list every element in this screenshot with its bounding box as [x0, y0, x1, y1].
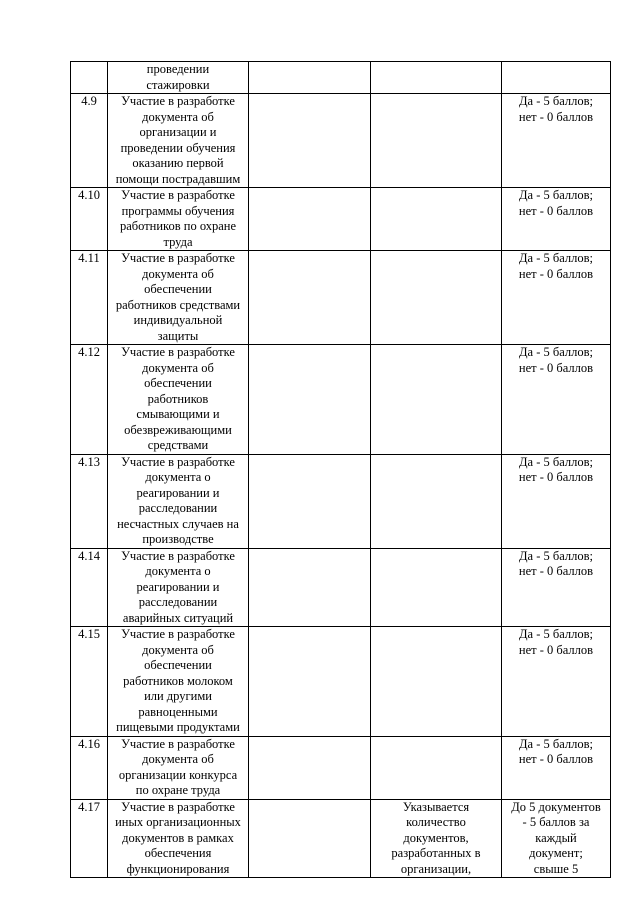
score-cell: Да - 5 баллов; нет - 0 баллов	[502, 94, 611, 188]
column-4-cell	[371, 454, 502, 548]
criterion-name-cell: Участие в разработке иных организационных документов в рамках обеспечения функционирования	[108, 799, 249, 878]
table-row	[71, 251, 611, 345]
row-number-cell: 4.16	[71, 736, 108, 799]
score-cell: Да - 5 баллов; нет - 0 баллов	[502, 251, 611, 345]
column-3-cell	[249, 94, 371, 188]
table-row	[71, 799, 611, 878]
score-cell: Да - 5 баллов; нет - 0 баллов	[502, 345, 611, 455]
column-4-cell: Указывается количество документов, разработанных в организации,	[371, 799, 502, 878]
score-cell: Да - 5 баллов; нет - 0 баллов	[502, 454, 611, 548]
column-3-cell	[249, 62, 371, 94]
table-row	[71, 627, 611, 737]
score-cell: Да - 5 баллов; нет - 0 баллов	[502, 627, 611, 737]
column-3-cell	[249, 251, 371, 345]
criterion-name-cell: Участие в разработке программы обучения работников по охране труда	[108, 188, 249, 251]
row-number-cell: 4.11	[71, 251, 108, 345]
criterion-name-cell: Участие в разработке документа о реагировании и расследовании несчастных случаев на производстве	[108, 454, 249, 548]
row-number-cell: 4.17	[71, 799, 108, 878]
score-cell: Да - 5 баллов; нет - 0 баллов	[502, 188, 611, 251]
column-4-cell	[371, 548, 502, 627]
column-4-cell	[371, 188, 502, 251]
table-row	[71, 345, 611, 455]
column-3-cell	[249, 345, 371, 455]
row-number-cell: 4.9	[71, 94, 108, 188]
criterion-name-cell: Участие в разработке документа об обеспечении работников смывающими и обезвреживающими средствами	[108, 345, 249, 455]
column-4-cell	[371, 345, 502, 455]
column-4-cell	[371, 94, 502, 188]
criterion-name-cell: Участие в разработке документа об организации и проведении обучения оказанию первой помощи пострадавшим	[108, 94, 249, 188]
column-3-cell	[249, 454, 371, 548]
criterion-name-cell: Участие в разработке документа об обеспечении работников средствами индивидуальной защиты	[108, 251, 249, 345]
column-3-cell	[249, 188, 371, 251]
column-4-cell	[371, 62, 502, 94]
column-3-cell	[249, 799, 371, 878]
criterion-name-cell: Участие в разработке документа об организации конкурса по охране труда	[108, 736, 249, 799]
column-4-cell	[371, 251, 502, 345]
column-3-cell	[249, 627, 371, 737]
score-cell	[502, 62, 611, 94]
table-row	[71, 62, 611, 94]
column-3-cell	[249, 548, 371, 627]
row-number-cell: 4.15	[71, 627, 108, 737]
score-cell: Да - 5 баллов; нет - 0 баллов	[502, 736, 611, 799]
column-3-cell	[249, 736, 371, 799]
criterion-name-cell: Участие в разработке документа об обеспечении работников молоком или другими равноценными пищевыми продуктами	[108, 627, 249, 737]
table-row	[71, 188, 611, 251]
criterion-name-cell: проведении стажировки	[108, 62, 249, 94]
table-row	[71, 736, 611, 799]
column-4-cell	[371, 736, 502, 799]
row-number-cell: 4.10	[71, 188, 108, 251]
criteria-table-body	[71, 62, 611, 878]
criterion-name-cell: Участие в разработке документа о реагировании и расследовании аварийных ситуаций	[108, 548, 249, 627]
score-cell: До 5 документов - 5 баллов за каждый документ; свыше 5	[502, 799, 611, 878]
table-row	[71, 548, 611, 627]
score-cell: Да - 5 баллов; нет - 0 баллов	[502, 548, 611, 627]
column-4-cell	[371, 627, 502, 737]
row-number-cell: 4.13	[71, 454, 108, 548]
table-row	[71, 94, 611, 188]
row-number-cell: 4.12	[71, 345, 108, 455]
row-number-cell	[71, 62, 108, 94]
criteria-table	[70, 61, 611, 878]
row-number-cell: 4.14	[71, 548, 108, 627]
table-row	[71, 454, 611, 548]
